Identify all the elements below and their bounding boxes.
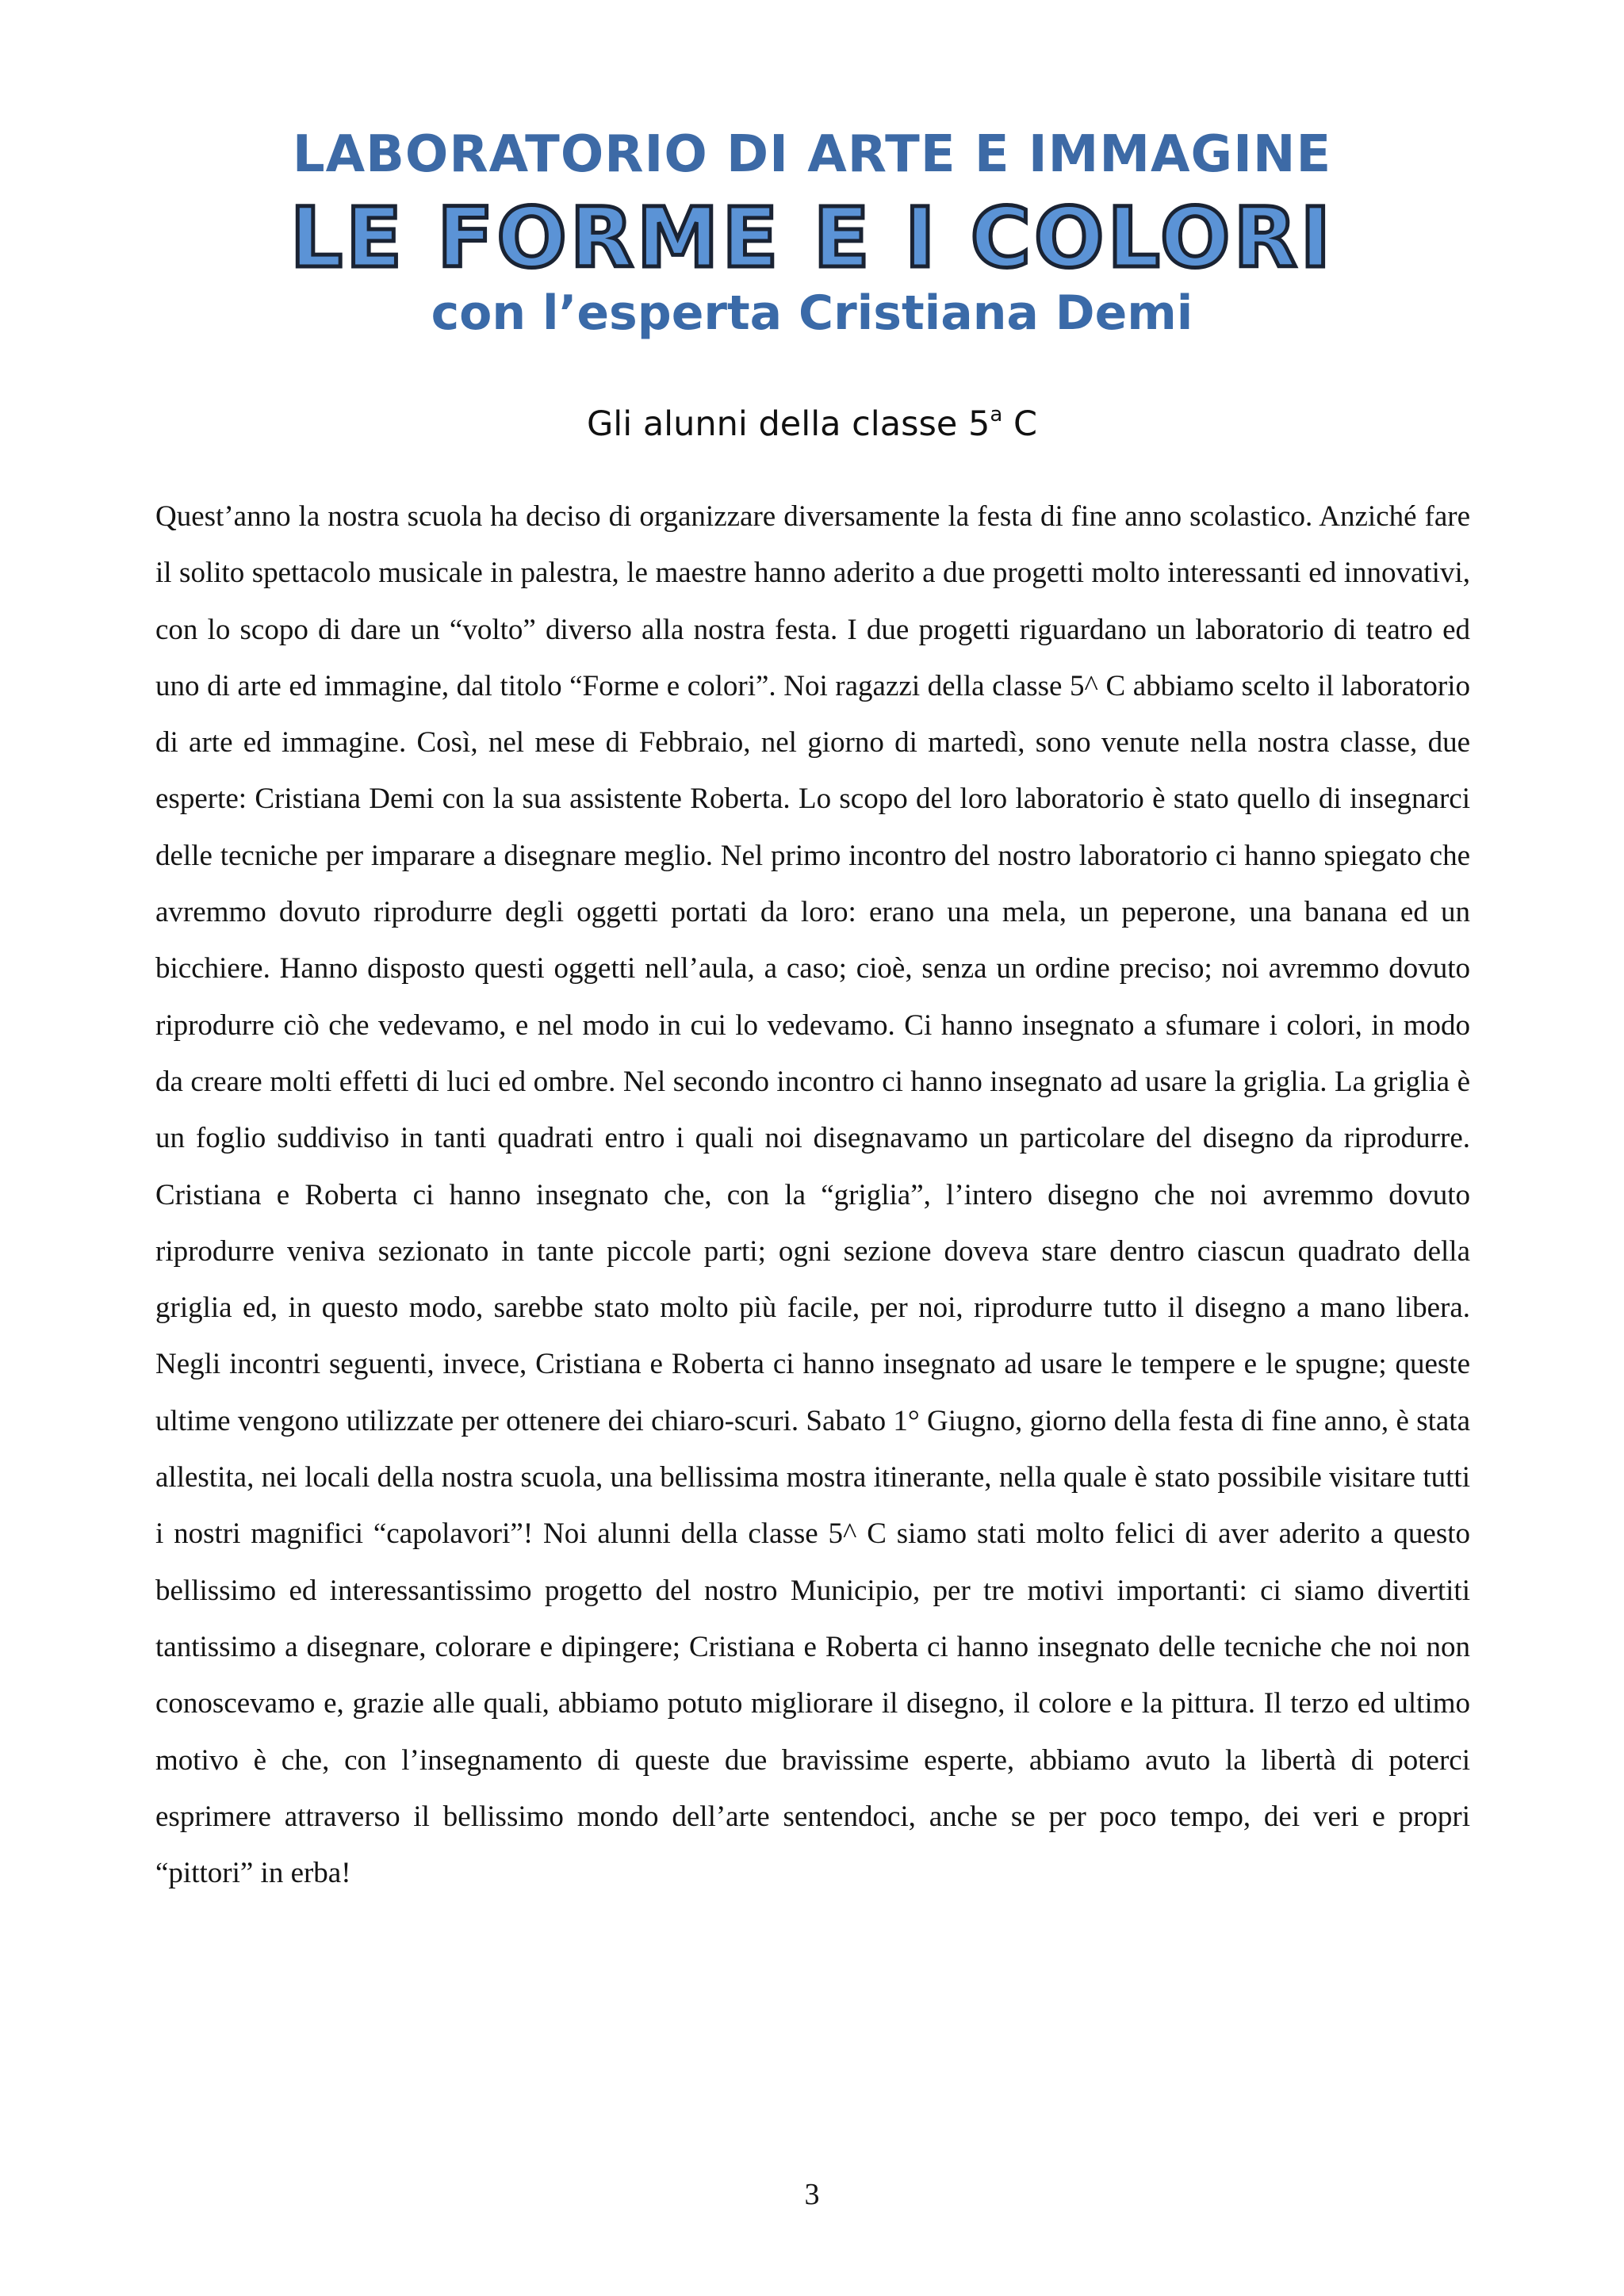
- author-byline: [0, 400, 1624, 448]
- expert-subtitle: con l’esperta Cristiana Demi: [431, 285, 1193, 341]
- byline-suffix: C: [1002, 404, 1038, 444]
- byline-superscript: a: [990, 403, 1003, 427]
- page-number: 3: [804, 2178, 820, 2211]
- main-title: LE FORME E I COLORI: [289, 189, 1335, 286]
- article-body: Quest’anno la nostra scuola ha deciso di organizzare diversamente la festa di fine anno scolastico. Anziché fare il solito spettacolo musicale in palestra, le maestre hanno aderito a due progetti molto interessanti ed innovativi, con lo scopo di dare un “volto” diverso alla nostra festa. I due progetti riguardano un laboratorio di teatro ed uno di arte ed immagine, dal titolo “Forme e colori”. Noi ragazzi della classe 5^ C abbiamo scelto il laboratorio di arte ed immagine. Così, nel mese di Febbraio, nel giorno di martedì, sono venute nella nostra classe, due esperte: Cristiana Demi con la sua assistente Roberta. Lo scopo del loro laboratorio è stato quello di insegnarci delle tecniche per imparare a disegnare meglio. Nel primo incontro del nostro laboratorio ci hanno spiegato che avremmo dovuto riprodurre degli oggetti portati da loro: erano una mela, un peperone, una banana ed un bicchiere. Hanno disposto questi oggetti nell’aula, a caso; cioè, senza un ordine preciso; noi avremmo dovuto riprodurre ciò che vedevamo, e nel modo in cui lo vedevamo. Ci hanno insegnato a sfumare i colori, in modo da creare molti effetti di luci ed ombre. Nel secondo incontro ci hanno insegnato ad usare la griglia. La griglia è un foglio suddiviso in tanti quadrati entro i quali noi disegnavamo un particolare del disegno da riprodurre. Cristiana e Roberta ci hanno insegnato che, con la “griglia”, l’intero disegno che noi avremmo dovuto riprodurre veniva sezionato in tante piccole parti; ogni sezione doveva stare dentro ciascun quadrato della griglia ed, in questo modo, sarebbe stato molto più facile, per noi, riprodurre tutto il disegno a mano libera. Negli incontri seguenti, invece, Cristiana e Roberta ci hanno insegnato ad usare le tempere e le spugne; queste ultime vengono utilizzate per ottenere dei chiaro-scuri. Sabato 1° Giugno, giorno della festa di fine anno, è stata allestita, nei locali della nostra scuola, una bellissima mostra itinerante, nella quale è stato possibile visitare tutti i nostri magnifici “capolavori”! Noi alunni della classe 5^ C siamo stati molto felici di aver aderito a questo bellissimo ed interessantissimo progetto del nostro Municipio, per tre motivi importanti: ci siamo divertiti tantissimo a disegnare, colorare e dipingere; Cristiana e Roberta ci hanno insegnato delle tecniche che noi non conoscevamo e, grazie alle quali, abbiamo potuto migliorare il disegno, il colore e la pittura. Il terzo ed ultimo motivo è che, con l’insegnamento di queste due bravissime esperte, abbiamo avuto la libertà di poterci esprimere attraverso il bellissimo mondo dell’arte sentendoci, anche se per poco tempo, dei veri e propri “pittori” in erba!: [155, 500, 1470, 1890]
- byline-text: Gli alunni della classe 5: [586, 404, 990, 444]
- lab-title: LABORATORIO DI ARTE E IMMAGINE: [292, 125, 1332, 184]
